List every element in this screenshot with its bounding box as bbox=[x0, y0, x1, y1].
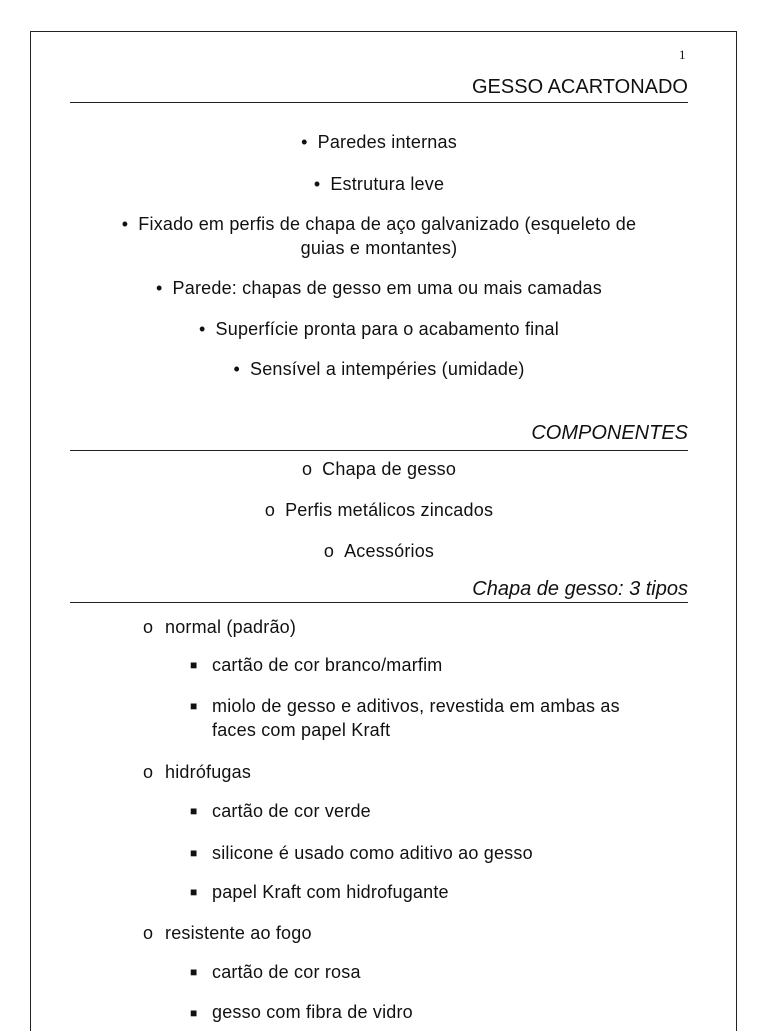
chapa-type: o normal (padrão) bbox=[143, 617, 297, 637]
chapa-type-item: cartão de cor branco/marfim bbox=[212, 655, 443, 675]
intro-bullet: • Fixado em perfis de chapa de aço galvanizado (esqueleto de bbox=[70, 212, 688, 236]
chapa-type-item: gesso com fibra de vidro bbox=[212, 1002, 413, 1022]
components-heading: COMPONENTES bbox=[531, 422, 688, 444]
chapa-type-item: papel Kraft com hidrofugante bbox=[212, 882, 449, 902]
chapa-type: o resistente ao fogo bbox=[143, 923, 312, 943]
component-item: o Acessórios bbox=[323, 541, 435, 561]
page-number: 1 bbox=[679, 47, 686, 62]
title-rule bbox=[70, 102, 688, 103]
chapa-type-item: cartão de cor rosa bbox=[212, 962, 361, 982]
square-bullet: ■ bbox=[190, 885, 198, 899]
chapa-rule bbox=[70, 602, 688, 603]
chapa-type-item-continuation: faces com papel Kraft bbox=[212, 720, 391, 740]
intro-bullet: • Superfície pronta para o acabamento final bbox=[70, 317, 688, 341]
component-item: o Perfis metálicos zincados bbox=[264, 500, 494, 520]
intro-bullet: • Parede: chapas de gesso em uma ou mais camadas bbox=[70, 276, 688, 300]
chapa-heading: Chapa de gesso: 3 tipos bbox=[472, 578, 688, 600]
chapa-type-item: silicone é usado como aditivo ao gesso bbox=[212, 843, 533, 863]
square-bullet: ■ bbox=[190, 658, 198, 672]
square-bullet: ■ bbox=[190, 699, 198, 713]
square-bullet: ■ bbox=[190, 965, 198, 979]
intro-bullet: • Sensível a intempéries (umidade) bbox=[70, 357, 688, 381]
page-title: GESSO ACARTONADO bbox=[472, 76, 688, 98]
chapa-type-item: cartão de cor verde bbox=[212, 801, 371, 821]
intro-bullet: • Estrutura leve bbox=[70, 172, 688, 196]
chapa-type: o hidrófugas bbox=[143, 762, 252, 782]
square-bullet: ■ bbox=[190, 1006, 198, 1020]
square-bullet: ■ bbox=[190, 804, 198, 818]
components-rule bbox=[70, 450, 688, 451]
intro-bullet-continuation: guias e montantes) bbox=[300, 238, 458, 258]
intro-bullet: • Paredes internas bbox=[70, 130, 688, 154]
chapa-type-item: miolo de gesso e aditivos, revestida em ambas as bbox=[212, 696, 620, 716]
square-bullet: ■ bbox=[190, 846, 198, 860]
component-item: o Chapa de gesso bbox=[301, 459, 457, 479]
